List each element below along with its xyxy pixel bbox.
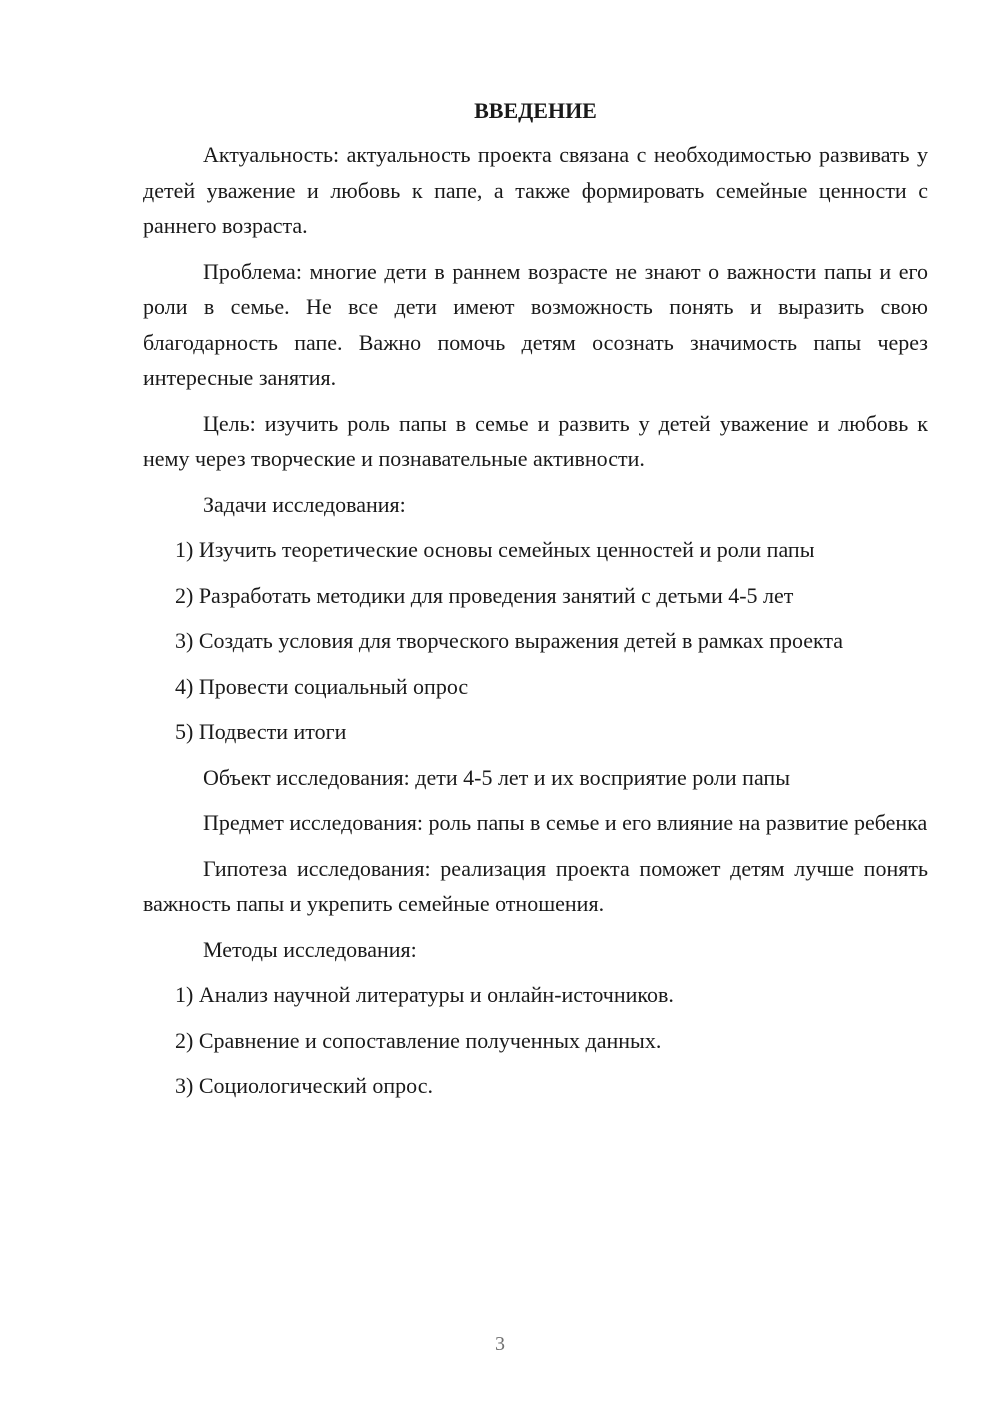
object-paragraph: Объект исследования: дети 4-5 лет и их восприятие роли папы bbox=[203, 764, 790, 790]
task-item: 2) Разработать методики для проведения занятий с детьми 4-5 лет bbox=[175, 582, 794, 608]
hypothesis-paragraph: Гипотеза исследования: реализация проекта поможет детям лучше понять важность папы и укрепить семейные отношения. bbox=[143, 855, 928, 916]
page-number: 3 bbox=[495, 1333, 505, 1355]
method-item: 1) Анализ научной литературы и онлайн-источников. bbox=[175, 982, 674, 1007]
problem-paragraph: Проблема: многие дети в раннем возрасте не знают о важности папы и его роли в семье. Не все дети имеют возможность понять и выразить свою благодарность папе. Важно помочь детям осознать значимость папы через интересные занятия. bbox=[143, 258, 928, 390]
methods-heading: Методы исследования: bbox=[203, 936, 417, 962]
document-page bbox=[143, 95, 928, 1114]
task-item: 4) Провести социальный опрос bbox=[175, 673, 469, 699]
task-item: 3) Создать условия для творческого выражения детей в рамках проекта bbox=[175, 628, 844, 653]
method-item: 3) Социологический опрос. bbox=[175, 1073, 433, 1098]
relevance-paragraph: Актуальность: актуальность проекта связана с необходимостью развивать у детей уважение и любовь к папе, а также формировать семейные ценности с раннего возраста. bbox=[143, 142, 928, 238]
section-title: ВВЕДЕНИЕ bbox=[474, 98, 597, 123]
task-item: 1) Изучить теоретические основы семейных ценностей и роли папы bbox=[175, 537, 815, 562]
tasks-heading: Задачи исследования: bbox=[203, 491, 406, 517]
goal-paragraph: Цель: изучить роль папы в семье и развить у детей уважение и любовь к нему через творческие и познавательные активности. bbox=[143, 410, 928, 471]
method-item: 2) Сравнение и сопоставление полученных данных. bbox=[175, 1027, 662, 1053]
task-item: 5) Подвести итоги bbox=[175, 719, 347, 744]
subject-paragraph: Предмет исследования: роль папы в семье и его влияние на развитие ребенка bbox=[203, 810, 928, 835]
